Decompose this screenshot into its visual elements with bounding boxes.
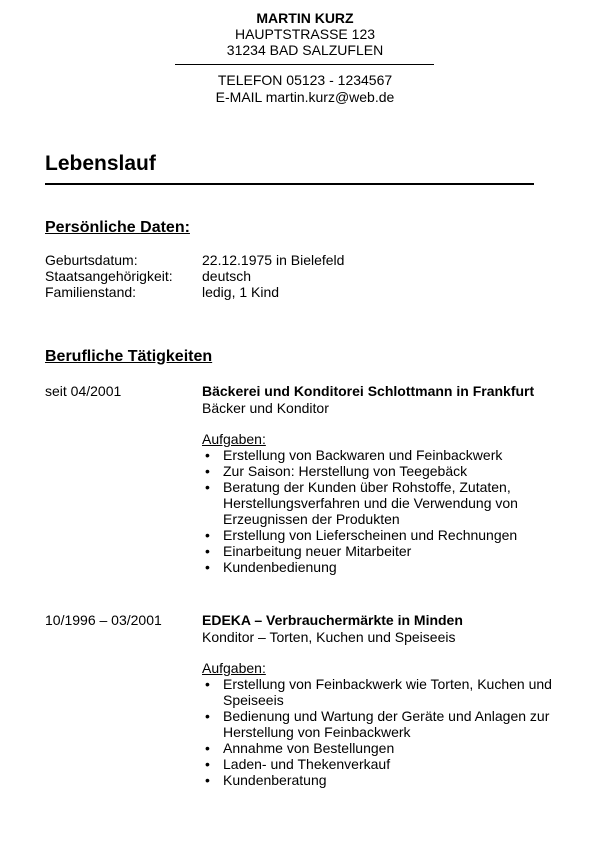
task-item: • Erstellung von Feinbackwerk wie Torten, Kuchen und Speiseeis (202, 676, 558, 708)
marital-status-label: Familienstand: (45, 284, 137, 300)
birth-date-label: Geburtsdatum: (45, 252, 138, 268)
task-item: • Einarbeitung neuer Mitarbeiter (202, 543, 562, 559)
nationality-label: Staatsangehörigkeit: (45, 268, 173, 284)
task-item: • Kundenberatung (202, 772, 562, 788)
job-details (202, 612, 562, 788)
task-item: • Laden- und Thekenverkauf (202, 756, 562, 772)
phone-number: TELEFON 05123 - 1234567 (217, 72, 393, 88)
job-period: seit 04/2001 (45, 383, 122, 399)
job-employer: EDEKA – Verbrauchermärkte in Minden (202, 612, 463, 628)
header-divider (175, 64, 434, 65)
task-item: • Annahme von Bestellungen (202, 740, 562, 756)
tasks-label: Aufgaben: (202, 431, 266, 447)
task-item: • Erstellung von Backwaren und Feinbackwerk (202, 447, 562, 463)
task-list (202, 676, 562, 788)
task-item: • Erstellung von Lieferscheinen und Rechnungen (202, 527, 562, 543)
nationality-value: deutsch (202, 268, 252, 284)
task-list (202, 447, 562, 575)
job-position: Bäcker und Konditor (202, 400, 329, 416)
task-item: • Zur Saison: Herstellung von Teegebäck (202, 463, 562, 479)
task-item: • Beratung der Kunden über Rohstoffe, Zutaten, Herstellungsverfahren und die Verwendung von Erzeugnissen der Produkten (202, 479, 523, 527)
street-address: HAUPTSTRASSE 123 (234, 26, 376, 42)
city-address: 31234 BAD SALZUFLEN (226, 42, 384, 58)
job-period: 10/1996 – 03/2001 (45, 612, 162, 628)
job-details (202, 383, 562, 575)
title-divider (45, 183, 534, 185)
document-title: Lebenslauf (45, 152, 156, 175)
applicant-name: MARTIN KURZ (256, 10, 354, 26)
contact-block (0, 72, 600, 106)
tasks-label: Aufgaben: (202, 660, 266, 676)
marital-status-value: ledig, 1 Kind (202, 284, 280, 300)
birth-date-value: 22.12.1975 in Bielefeld (202, 252, 345, 268)
address-block (0, 10, 600, 58)
career-heading: Berufliche Tätigkeiten (45, 348, 213, 365)
task-item: • Bedienung und Wartung der Geräte und Anlagen zur Herstellung von Feinbackwerk (202, 708, 558, 740)
email-address: E-MAIL martin.kurz@web.de (215, 89, 395, 105)
personal-data-heading: Persönliche Daten: (45, 219, 190, 236)
job-employer: Bäckerei und Konditorei Schlottmann in Frankfurt (202, 383, 535, 399)
task-item: • Kundenbedienung (202, 559, 562, 575)
job-position: Konditor – Torten, Kuchen und Speiseeis (202, 629, 456, 645)
